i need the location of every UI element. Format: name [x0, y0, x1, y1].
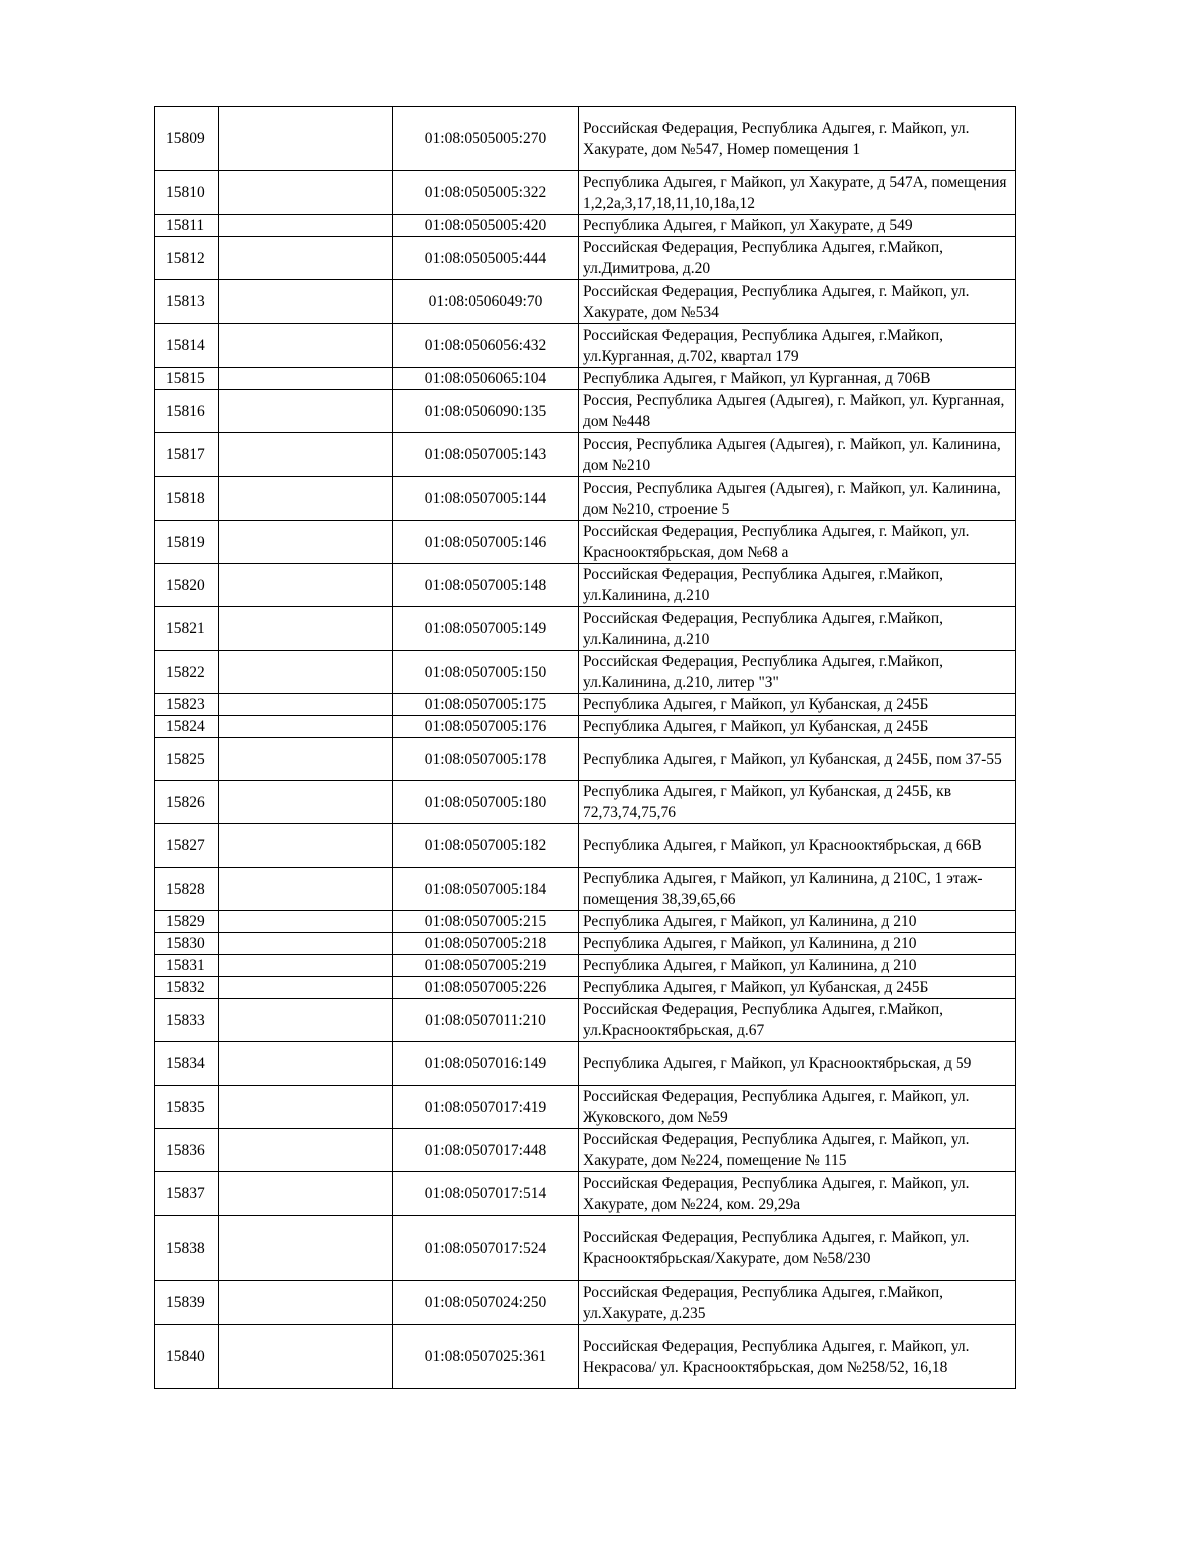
- table-row: [155, 107, 1016, 171]
- cadastral-number-cell: 01:08:0507005:150: [393, 651, 579, 694]
- cadastral-number-cell: 01:08:0506065:104: [393, 368, 579, 390]
- cadastral-number-cell: 01:08:0507025:361: [393, 1325, 579, 1389]
- cadastral-number-cell: 01:08:0507005:149: [393, 607, 579, 651]
- row-number-cell: 15825: [155, 738, 219, 781]
- empty-cell: [219, 1086, 393, 1129]
- address-cell: Республика Адыгея, г Майкоп, ул Кубанская, д 245Б, пом 37-55: [579, 738, 1016, 781]
- empty-cell: [219, 433, 393, 477]
- table-row: [155, 477, 1016, 521]
- row-number-cell: 15819: [155, 521, 219, 564]
- table-row: [155, 433, 1016, 477]
- table-row: [155, 1129, 1016, 1172]
- empty-cell: [219, 107, 393, 171]
- address-cell: Республика Адыгея, г Майкоп, ул Калинина, д 210С, 1 этаж-помещения 38,39,65,66: [579, 868, 1016, 911]
- empty-cell: [219, 171, 393, 215]
- address-cell: Республика Адыгея, г Майкоп, ул Краснооктябрьская, д 59: [579, 1042, 1016, 1086]
- table-row: [155, 955, 1016, 977]
- row-number-cell: 15809: [155, 107, 219, 171]
- address-cell: Российская Федерация, Республика Адыгея, г.Майкоп, ул.Калинина, д.210: [579, 607, 1016, 651]
- empty-cell: [219, 324, 393, 368]
- address-cell: Российская Федерация, Республика Адыгея, г. Майкоп, ул. Хакурате, дом №547, Номер помещения 1: [579, 107, 1016, 171]
- cadastral-number-cell: 01:08:0507024:250: [393, 1281, 579, 1325]
- empty-cell: [219, 1216, 393, 1281]
- row-number-cell: 15823: [155, 694, 219, 716]
- cadastral-number-cell: 01:08:0507017:419: [393, 1086, 579, 1129]
- row-number-cell: 15840: [155, 1325, 219, 1389]
- address-cell: Республика Адыгея, г Майкоп, ул Кубанская, д 245Б: [579, 694, 1016, 716]
- address-cell: Российская Федерация, Республика Адыгея, г.Майкоп, ул.Краснооктябрьская, д.67: [579, 999, 1016, 1042]
- table-row: [155, 324, 1016, 368]
- row-number-cell: 15816: [155, 390, 219, 433]
- cadastral-number-cell: 01:08:0507017:524: [393, 1216, 579, 1281]
- row-number-cell: 15820: [155, 564, 219, 607]
- table-row: [155, 564, 1016, 607]
- empty-cell: [219, 607, 393, 651]
- cadastral-number-cell: 01:08:0505005:270: [393, 107, 579, 171]
- table-row: [155, 215, 1016, 237]
- row-number-cell: 15830: [155, 933, 219, 955]
- cadastral-number-cell: 01:08:0507005:219: [393, 955, 579, 977]
- address-cell: Республика Адыгея, г Майкоп, ул Краснооктябрьская, д 66В: [579, 824, 1016, 868]
- table-row: [155, 738, 1016, 781]
- registry-table: [154, 106, 1016, 1389]
- address-cell: Республика Адыгея, г Майкоп, ул Калинина, д 210: [579, 933, 1016, 955]
- row-number-cell: 15826: [155, 781, 219, 824]
- address-cell: Российская Федерация, Республика Адыгея, г.Майкоп, ул.Курганная, д.702, квартал 179: [579, 324, 1016, 368]
- cadastral-number-cell: 01:08:0507005:215: [393, 911, 579, 933]
- table-row: [155, 171, 1016, 215]
- address-cell: Республика Адыгея, г Майкоп, ул Кубанская, д 245Б: [579, 716, 1016, 738]
- row-number-cell: 15810: [155, 171, 219, 215]
- address-cell: Российская Федерация, Республика Адыгея, г. Майкоп, ул. Хакурате, дом №224, ком. 29,29а: [579, 1172, 1016, 1216]
- cadastral-number-cell: 01:08:0505005:444: [393, 237, 579, 280]
- address-cell: Республика Адыгея, г Майкоп, ул Калинина, д 210: [579, 955, 1016, 977]
- row-number-cell: 15836: [155, 1129, 219, 1172]
- address-cell: Республика Адыгея, г Майкоп, ул Кубанская, д 245Б: [579, 977, 1016, 999]
- address-cell: Республика Адыгея, г Майкоп, ул Курганная, д 706В: [579, 368, 1016, 390]
- empty-cell: [219, 933, 393, 955]
- cadastral-number-cell: 01:08:0507005:184: [393, 868, 579, 911]
- cadastral-number-cell: 01:08:0507005:182: [393, 824, 579, 868]
- empty-cell: [219, 390, 393, 433]
- address-cell: Российская Федерация, Республика Адыгея, г.Майкоп, ул.Калинина, д.210, литер "З": [579, 651, 1016, 694]
- table-body: [155, 107, 1016, 1389]
- address-cell: Российская Федерация, Республика Адыгея, г. Майкоп, ул. Краснооктябрьская, дом №68 а: [579, 521, 1016, 564]
- address-cell: Российская Федерация, Республика Адыгея, г.Майкоп, ул.Хакурате, д.235: [579, 1281, 1016, 1325]
- cadastral-number-cell: 01:08:0507011:210: [393, 999, 579, 1042]
- empty-cell: [219, 781, 393, 824]
- empty-cell: [219, 651, 393, 694]
- cadastral-number-cell: 01:08:0507017:448: [393, 1129, 579, 1172]
- row-number-cell: 15837: [155, 1172, 219, 1216]
- address-cell: Российская Федерация, Республика Адыгея, г.Майкоп, ул.Димитрова, д.20: [579, 237, 1016, 280]
- table-row: [155, 280, 1016, 324]
- table-row: [155, 1042, 1016, 1086]
- cadastral-number-cell: 01:08:0507005:175: [393, 694, 579, 716]
- cadastral-number-cell: 01:08:0506090:135: [393, 390, 579, 433]
- table-row: [155, 911, 1016, 933]
- row-number-cell: 15814: [155, 324, 219, 368]
- empty-cell: [219, 280, 393, 324]
- row-number-cell: 15817: [155, 433, 219, 477]
- row-number-cell: 15835: [155, 1086, 219, 1129]
- cadastral-number-cell: 01:08:0506049:70: [393, 280, 579, 324]
- empty-cell: [219, 1325, 393, 1389]
- row-number-cell: 15828: [155, 868, 219, 911]
- address-cell: Россия, Республика Адыгея (Адыгея), г. Майкоп, ул. Курганная, дом №448: [579, 390, 1016, 433]
- table-row: [155, 824, 1016, 868]
- empty-cell: [219, 868, 393, 911]
- cadastral-number-cell: 01:08:0506056:432: [393, 324, 579, 368]
- address-cell: Республика Адыгея, г Майкоп, ул Калинина, д 210: [579, 911, 1016, 933]
- table-row: [155, 1325, 1016, 1389]
- address-cell: Российская Федерация, Республика Адыгея, г. Майкоп, ул. Жуковского, дом №59: [579, 1086, 1016, 1129]
- empty-cell: [219, 716, 393, 738]
- row-number-cell: 15831: [155, 955, 219, 977]
- empty-cell: [219, 738, 393, 781]
- empty-cell: [219, 1129, 393, 1172]
- empty-cell: [219, 999, 393, 1042]
- table-row: [155, 868, 1016, 911]
- cadastral-number-cell: 01:08:0507005:178: [393, 738, 579, 781]
- table-row: [155, 933, 1016, 955]
- table-row: [155, 1281, 1016, 1325]
- table-row: [155, 607, 1016, 651]
- row-number-cell: 15838: [155, 1216, 219, 1281]
- row-number-cell: 15832: [155, 977, 219, 999]
- address-cell: Российская Федерация, Республика Адыгея, г. Майкоп, ул. Краснооктябрьская/Хакурате, дом №58/230: [579, 1216, 1016, 1281]
- cadastral-number-cell: 01:08:0507005:148: [393, 564, 579, 607]
- row-number-cell: 15821: [155, 607, 219, 651]
- address-cell: Российская Федерация, Республика Адыгея, г. Майкоп, ул. Хакурате, дом №224, помещение № 115: [579, 1129, 1016, 1172]
- empty-cell: [219, 477, 393, 521]
- table-row: [155, 1086, 1016, 1129]
- empty-cell: [219, 368, 393, 390]
- cadastral-number-cell: 01:08:0505005:322: [393, 171, 579, 215]
- table-row: [155, 390, 1016, 433]
- cadastral-number-cell: 01:08:0507005:143: [393, 433, 579, 477]
- table-row: [155, 1172, 1016, 1216]
- address-cell: Россия, Республика Адыгея (Адыгея), г. Майкоп, ул. Калинина, дом №210: [579, 433, 1016, 477]
- row-number-cell: 15811: [155, 215, 219, 237]
- table-row: [155, 716, 1016, 738]
- row-number-cell: 15827: [155, 824, 219, 868]
- empty-cell: [219, 911, 393, 933]
- row-number-cell: 15818: [155, 477, 219, 521]
- address-cell: Республика Адыгея, г Майкоп, ул Кубанская, д 245Б, кв 72,73,74,75,76: [579, 781, 1016, 824]
- empty-cell: [219, 1042, 393, 1086]
- row-number-cell: 15813: [155, 280, 219, 324]
- row-number-cell: 15839: [155, 1281, 219, 1325]
- cadastral-number-cell: 01:08:0505005:420: [393, 215, 579, 237]
- table-row: [155, 521, 1016, 564]
- address-cell: Россия, Республика Адыгея (Адыгея), г. Майкоп, ул. Калинина, дом №210, строение 5: [579, 477, 1016, 521]
- empty-cell: [219, 824, 393, 868]
- cadastral-number-cell: 01:08:0507017:514: [393, 1172, 579, 1216]
- address-cell: Республика Адыгея, г Майкоп, ул Хакурате, д 547А, помещения 1,2,2а,3,17,18,11,10,18а,12: [579, 171, 1016, 215]
- cadastral-number-cell: 01:08:0507005:180: [393, 781, 579, 824]
- empty-cell: [219, 521, 393, 564]
- table-row: [155, 694, 1016, 716]
- cadastral-number-cell: 01:08:0507005:176: [393, 716, 579, 738]
- empty-cell: [219, 694, 393, 716]
- row-number-cell: 15815: [155, 368, 219, 390]
- cadastral-number-cell: 01:08:0507005:144: [393, 477, 579, 521]
- empty-cell: [219, 1281, 393, 1325]
- table-row: [155, 368, 1016, 390]
- empty-cell: [219, 1172, 393, 1216]
- cadastral-number-cell: 01:08:0507005:218: [393, 933, 579, 955]
- table-row: [155, 999, 1016, 1042]
- row-number-cell: 15824: [155, 716, 219, 738]
- table-row: [155, 1216, 1016, 1281]
- row-number-cell: 15829: [155, 911, 219, 933]
- table-row: [155, 781, 1016, 824]
- row-number-cell: 15834: [155, 1042, 219, 1086]
- table-row: [155, 977, 1016, 999]
- table-row: [155, 651, 1016, 694]
- cadastral-number-cell: 01:08:0507005:146: [393, 521, 579, 564]
- row-number-cell: 15833: [155, 999, 219, 1042]
- empty-cell: [219, 237, 393, 280]
- address-cell: Республика Адыгея, г Майкоп, ул Хакурате, д 549: [579, 215, 1016, 237]
- empty-cell: [219, 564, 393, 607]
- cadastral-number-cell: 01:08:0507005:226: [393, 977, 579, 999]
- empty-cell: [219, 955, 393, 977]
- address-cell: Российская Федерация, Республика Адыгея, г. Майкоп, ул. Некрасова/ ул. Краснооктябрьская, дом №258/52, 16,18: [579, 1325, 1016, 1389]
- address-cell: Российская Федерация, Республика Адыгея, г. Майкоп, ул. Хакурате, дом №534: [579, 280, 1016, 324]
- empty-cell: [219, 977, 393, 999]
- table-row: [155, 237, 1016, 280]
- address-cell: Российская Федерация, Республика Адыгея, г.Майкоп, ул.Калинина, д.210: [579, 564, 1016, 607]
- row-number-cell: 15812: [155, 237, 219, 280]
- empty-cell: [219, 215, 393, 237]
- cadastral-number-cell: 01:08:0507016:149: [393, 1042, 579, 1086]
- row-number-cell: 15822: [155, 651, 219, 694]
